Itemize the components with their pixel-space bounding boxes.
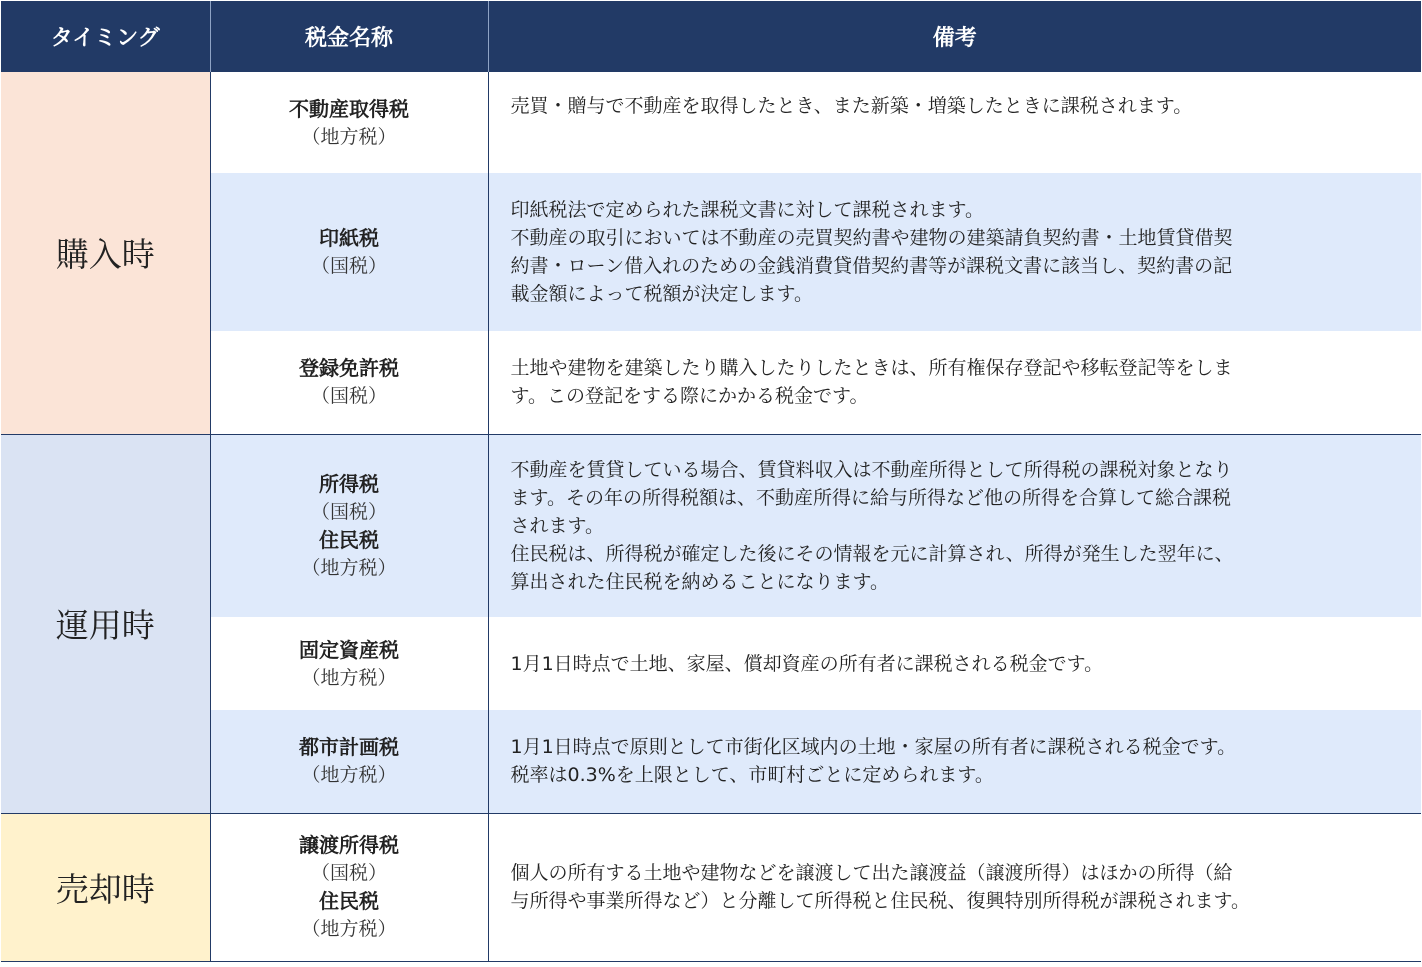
tax-name-cell: [210, 710, 488, 813]
tax-name: 住民税: [319, 527, 379, 552]
tax-kind: （地方税）: [301, 764, 397, 787]
tax-name: 印紙税: [319, 226, 379, 250]
note-text: 1月1日時点で土地、家屋、償却資産の所有者に課税される税金です。: [510, 652, 1104, 675]
tax-kind: （国税）: [310, 500, 387, 523]
note-text: 土地や建物を建築したり購入したりしたときは、所有権保存登記や移転登記等をしま す。この登記をする際にかかる税金です。: [510, 357, 1233, 408]
tax-name-cell: [210, 434, 488, 617]
tax-kind: （地方税）: [301, 556, 397, 579]
tax-name: 住民税: [319, 889, 379, 913]
note-text: 個人の所有する土地や建物などを譲渡して出た譲渡益（譲渡所得）はほかの所得（給 与所得や事業所得など）と分離して所得税と住民税、復興特別所得税が課税されます。: [510, 862, 1250, 912]
table-row: [1, 813, 1421, 961]
tax-name-cell: [210, 72, 488, 173]
tax-name: 譲渡所得税: [299, 833, 399, 857]
table-row: [1, 331, 1421, 434]
tax-name: 都市計画税: [299, 735, 399, 760]
timing-cell: 運用時: [1, 434, 210, 813]
note-text: 売買・贈与で不動産を取得したとき、また新築・増築したときに課税されます。: [510, 95, 1193, 117]
note-text: 税率は0.3%を上限として、市町村ごとに定められます。: [510, 764, 994, 787]
table-row: [1, 173, 1421, 331]
note-text: 不動産を賃貸している場合、賃貸料収入は不動産所得として所得税の課税対象となり ます。その年の所得税額は、不動産所得に給与所得など他の所得を合算して総合課税 されます。: [510, 458, 1233, 537]
note-text: 1月1日時点で原則として市街化区域内の土地・家屋の所有者に課税される税金です。: [510, 736, 1237, 759]
tax-kind: （地方税）: [301, 918, 397, 940]
table-row: [1, 710, 1421, 813]
tax-kind: （地方税）: [301, 125, 397, 148]
tax-name: 所得税: [319, 471, 379, 496]
note-cell: [488, 173, 1421, 331]
note-cell: [488, 434, 1421, 617]
header-row: [1, 1, 1421, 72]
note-cell: [488, 72, 1421, 173]
tax-name-cell: [210, 331, 488, 434]
note-text: 不動産の取引においては不動産の売買契約書や建物の建築請負契約書・土地賃貸借契 約書・ローン借入れのための金銭消費貸借契約書等が課税文書に該当し、契約書の記 載金額によって税額が決定します。: [510, 227, 1233, 305]
tax-name: 登録免許税: [299, 356, 399, 381]
tax-name: 固定資産税: [299, 637, 399, 662]
tax-name-cell: [210, 813, 488, 961]
table-row: [1, 72, 1421, 173]
table-row: [1, 434, 1421, 617]
header-timing: タイミング: [1, 1, 210, 72]
tax-kind: （国税）: [310, 385, 387, 408]
tax-name-cell: [210, 617, 488, 710]
note-text: 住民税は、所得税が確定した後にその情報を元に計算され、所得が発生した翌年に、 算出された住民税を納めることになります。: [510, 542, 1234, 593]
note-cell: [488, 813, 1421, 961]
tax-kind: （国税）: [310, 255, 387, 277]
note-cell: [488, 710, 1421, 813]
table-row: [1, 617, 1421, 710]
tax-table: [1, 1, 1421, 962]
header-note: 備考: [488, 1, 1421, 72]
note-cell: [488, 617, 1421, 710]
timing-cell: 売却時: [1, 813, 210, 961]
note-cell: [488, 331, 1421, 434]
tax-name-cell: [210, 173, 488, 331]
header-tax-name: 税金名称: [210, 1, 488, 72]
tax-kind: （地方税）: [301, 666, 397, 689]
note-text: 印紙税法で定められた課税文書に対して課税されます。: [510, 199, 984, 221]
timing-cell: 購入時: [1, 72, 210, 434]
tax-kind: （国税）: [310, 862, 387, 884]
tax-name: 不動産取得税: [289, 96, 409, 121]
